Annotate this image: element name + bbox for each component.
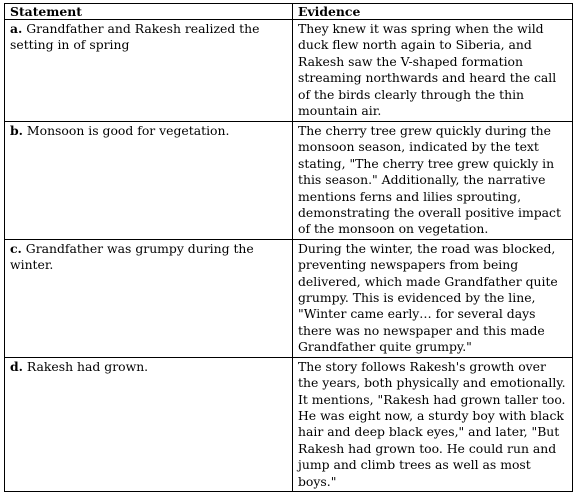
table-row	[5, 357, 573, 491]
statement-prefix: c.	[10, 240, 22, 256]
statement-cell	[5, 239, 293, 357]
statement-prefix: a.	[10, 21, 23, 36]
statement-text: Rakesh had grown.	[22, 358, 149, 374]
statement-text: Monsoon is good for vegetation.	[22, 123, 230, 138]
statement-cell	[5, 357, 293, 491]
statement-cell	[5, 20, 293, 122]
statement-text: Grandfather and Rakesh realized the setting in of spring	[10, 21, 260, 53]
statement-cell	[5, 122, 293, 240]
header-evidence: Evidence	[293, 4, 573, 20]
evidence-cell: During the winter, the road was blocked, preventing newspapers from being delivered, which made Grandfather quite grumpy. This is evidenced by the line, "Winter came early… for several days there was no newspaper and this made Grandfather quite grumpy."	[293, 239, 573, 357]
evidence-cell: The story follows Rakesh's growth over the years, both physically and emotionally. It mentions, "Rakesh had grown taller too. He was eight now, a sturdy boy with black hair and deep black eyes," and later, "But Rakesh had grown too. He could run and jump and climb trees as well as most boys."	[293, 357, 573, 491]
table-row	[5, 20, 573, 122]
statement-evidence-table	[4, 3, 573, 492]
statement-prefix: b.	[10, 123, 23, 138]
evidence-cell: The cherry tree grew quickly during the monsoon season, indicated by the text stating, "The cherry tree grew quickly in this season." Additionally, the narrative mentions ferns and lilies sprouting, demonstrating the overall positive impact of the monsoon on vegetation.	[293, 122, 573, 240]
table-header-row	[5, 4, 573, 20]
table-row	[5, 239, 573, 357]
table-row	[5, 122, 573, 240]
statement-prefix: d.	[10, 358, 23, 374]
statement-text: Grandfather was grumpy during the winter.	[10, 240, 254, 273]
header-statement: Statement	[5, 4, 293, 20]
evidence-cell: They knew it was spring when the wild duck flew north again to Siberia, and Rakesh saw the V-shaped formation streaming northwards and heard the call of the birds clearly through the thin mountain air.	[293, 20, 573, 122]
